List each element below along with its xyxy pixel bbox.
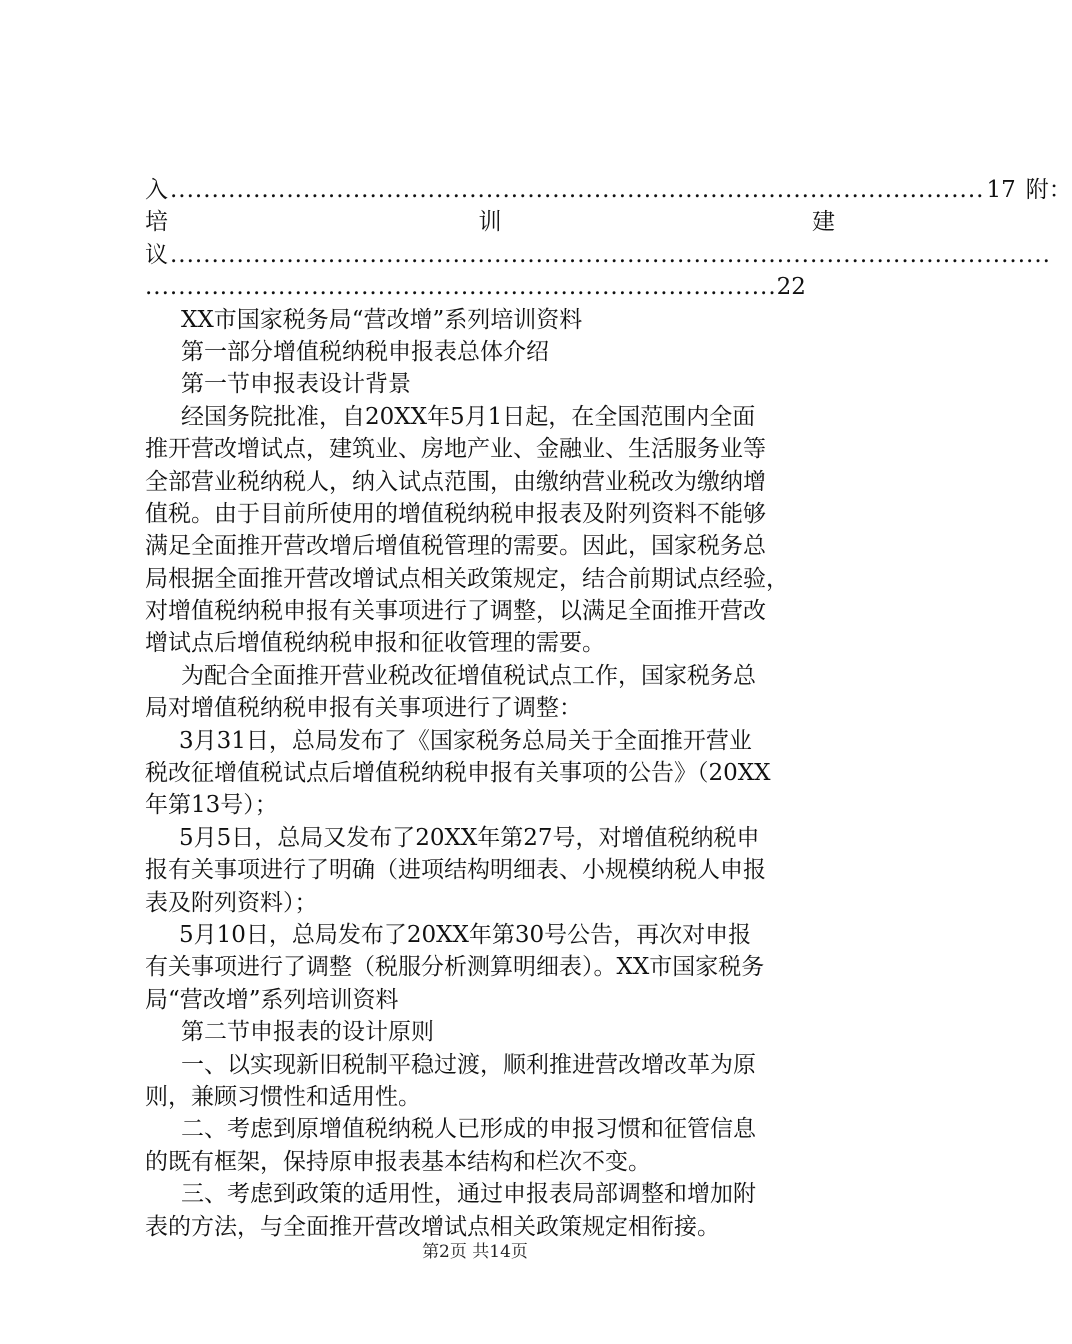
paragraph-line: 3月31日，总局发布了《国家税务总局关于全面推开营业 bbox=[179, 727, 752, 754]
toc-leader-dots: .......................................................................................................... bbox=[170, 241, 1051, 268]
part-heading: 第一部分增值税纳税申报表总体介绍 bbox=[181, 338, 549, 365]
paragraph-line: 的既有框架，保持原申报表基本结构和栏次不变。 bbox=[145, 1148, 651, 1175]
toc-page-number: 17 bbox=[986, 177, 1016, 203]
paragraph-line: 增试点后增值税纳税申报和征收管理的需要。 bbox=[145, 630, 605, 657]
toc-char: 建 bbox=[812, 209, 835, 236]
toc-char: 训 bbox=[478, 209, 502, 236]
paragraph-line: 表及附列资料）； bbox=[145, 889, 318, 916]
paragraph-line: 三、考虑到政策的适用性，通过申报表局部调整和增加附 bbox=[181, 1181, 756, 1208]
page-footer: 第2页 共14页 bbox=[422, 1242, 528, 1262]
paragraph-line: 5月5日，总局又发布了20XX年第27号，对增值税纳税申 bbox=[179, 824, 760, 851]
toc-entry bbox=[145, 175, 1072, 205]
paragraph-line: 报有关事项进行了明确（进项结构明细表、小规模纳税人申报 bbox=[145, 857, 766, 884]
paragraph-line: 经国务院批准，自20XX年5月1日起，在全国范围内全面 bbox=[181, 403, 756, 430]
toc-entry bbox=[145, 272, 835, 302]
paragraph-line: 全部营业税纳税人，纳入试点范围，由缴纳营业税改为缴纳增 bbox=[145, 468, 766, 495]
paragraph-line: 则，兼顾习惯性和适用性。 bbox=[145, 1083, 421, 1110]
document-body bbox=[145, 175, 1072, 1244]
paragraph-line: 局根据全面推开营改增试点相关政策规定，结合前期试点经验， bbox=[145, 565, 789, 592]
toc-appendix-label: 附： bbox=[1025, 177, 1072, 203]
paragraph-line: 对增值税纳税申报有关事项进行了调整，以满足全面推开营改 bbox=[145, 598, 766, 625]
paragraph-line: 5月10日，总局发布了20XX年第30号公告，再次对申报 bbox=[179, 921, 752, 948]
paragraph-line: 满足全面推开营改增后增值税管理的需要。因此，国家税务总 bbox=[145, 533, 766, 560]
toc-entry-label: 入 bbox=[145, 177, 168, 203]
paragraph-line: 年第13号）； bbox=[145, 792, 278, 819]
paragraph-line: 局对增值税纳税申报有关事项进行了调整： bbox=[145, 695, 582, 722]
paragraph-line: 推开营改增试点，建筑业、房地产业、金融业、生活服务业等 bbox=[145, 436, 766, 463]
toc-char: 培 bbox=[145, 209, 168, 236]
toc-leader-dots: ............................................................................ bbox=[145, 274, 777, 301]
paragraph-line: 表的方法，与全面推开营改增试点相关政策规定相衔接。 bbox=[145, 1213, 720, 1240]
paragraph-line: 二、考虑到原增值税纳税人已形成的申报习惯和征管信息 bbox=[181, 1116, 756, 1143]
paragraph-line: 为配合全面推开营业税改征增值税试点工作，国家税务总 bbox=[181, 662, 756, 689]
toc-entry-label: 议 bbox=[145, 241, 168, 268]
section-heading: 第二节申报表的设计原则 bbox=[181, 1019, 434, 1046]
paragraph-line: 值税。由于目前所使用的增值税纳税申报表及附列资料不能够 bbox=[145, 500, 766, 527]
paragraph-line: 有关事项进行了调整（税服分析测算明细表）。XX市国家税务 bbox=[145, 954, 765, 981]
paragraph-line: 局“营改增”系列培训资料 bbox=[145, 986, 399, 1013]
toc-entry-spread bbox=[145, 207, 835, 237]
paragraph-line: 税改征增值税试点后增值税纳税申报有关事项的公告》（20XX bbox=[145, 760, 771, 787]
toc-page-number: 22 bbox=[776, 274, 806, 301]
document-heading: XX市国家税务局“营改增”系列培训资料 bbox=[181, 306, 583, 333]
toc-leader-dots: .................................................................................................. bbox=[170, 177, 985, 203]
section-heading: 第一节申报表设计背景 bbox=[181, 371, 411, 398]
paragraph-line: 一、以实现新旧税制平稳过渡，顺利推进营改增改革为原 bbox=[181, 1051, 756, 1078]
toc-entry bbox=[145, 240, 1051, 270]
